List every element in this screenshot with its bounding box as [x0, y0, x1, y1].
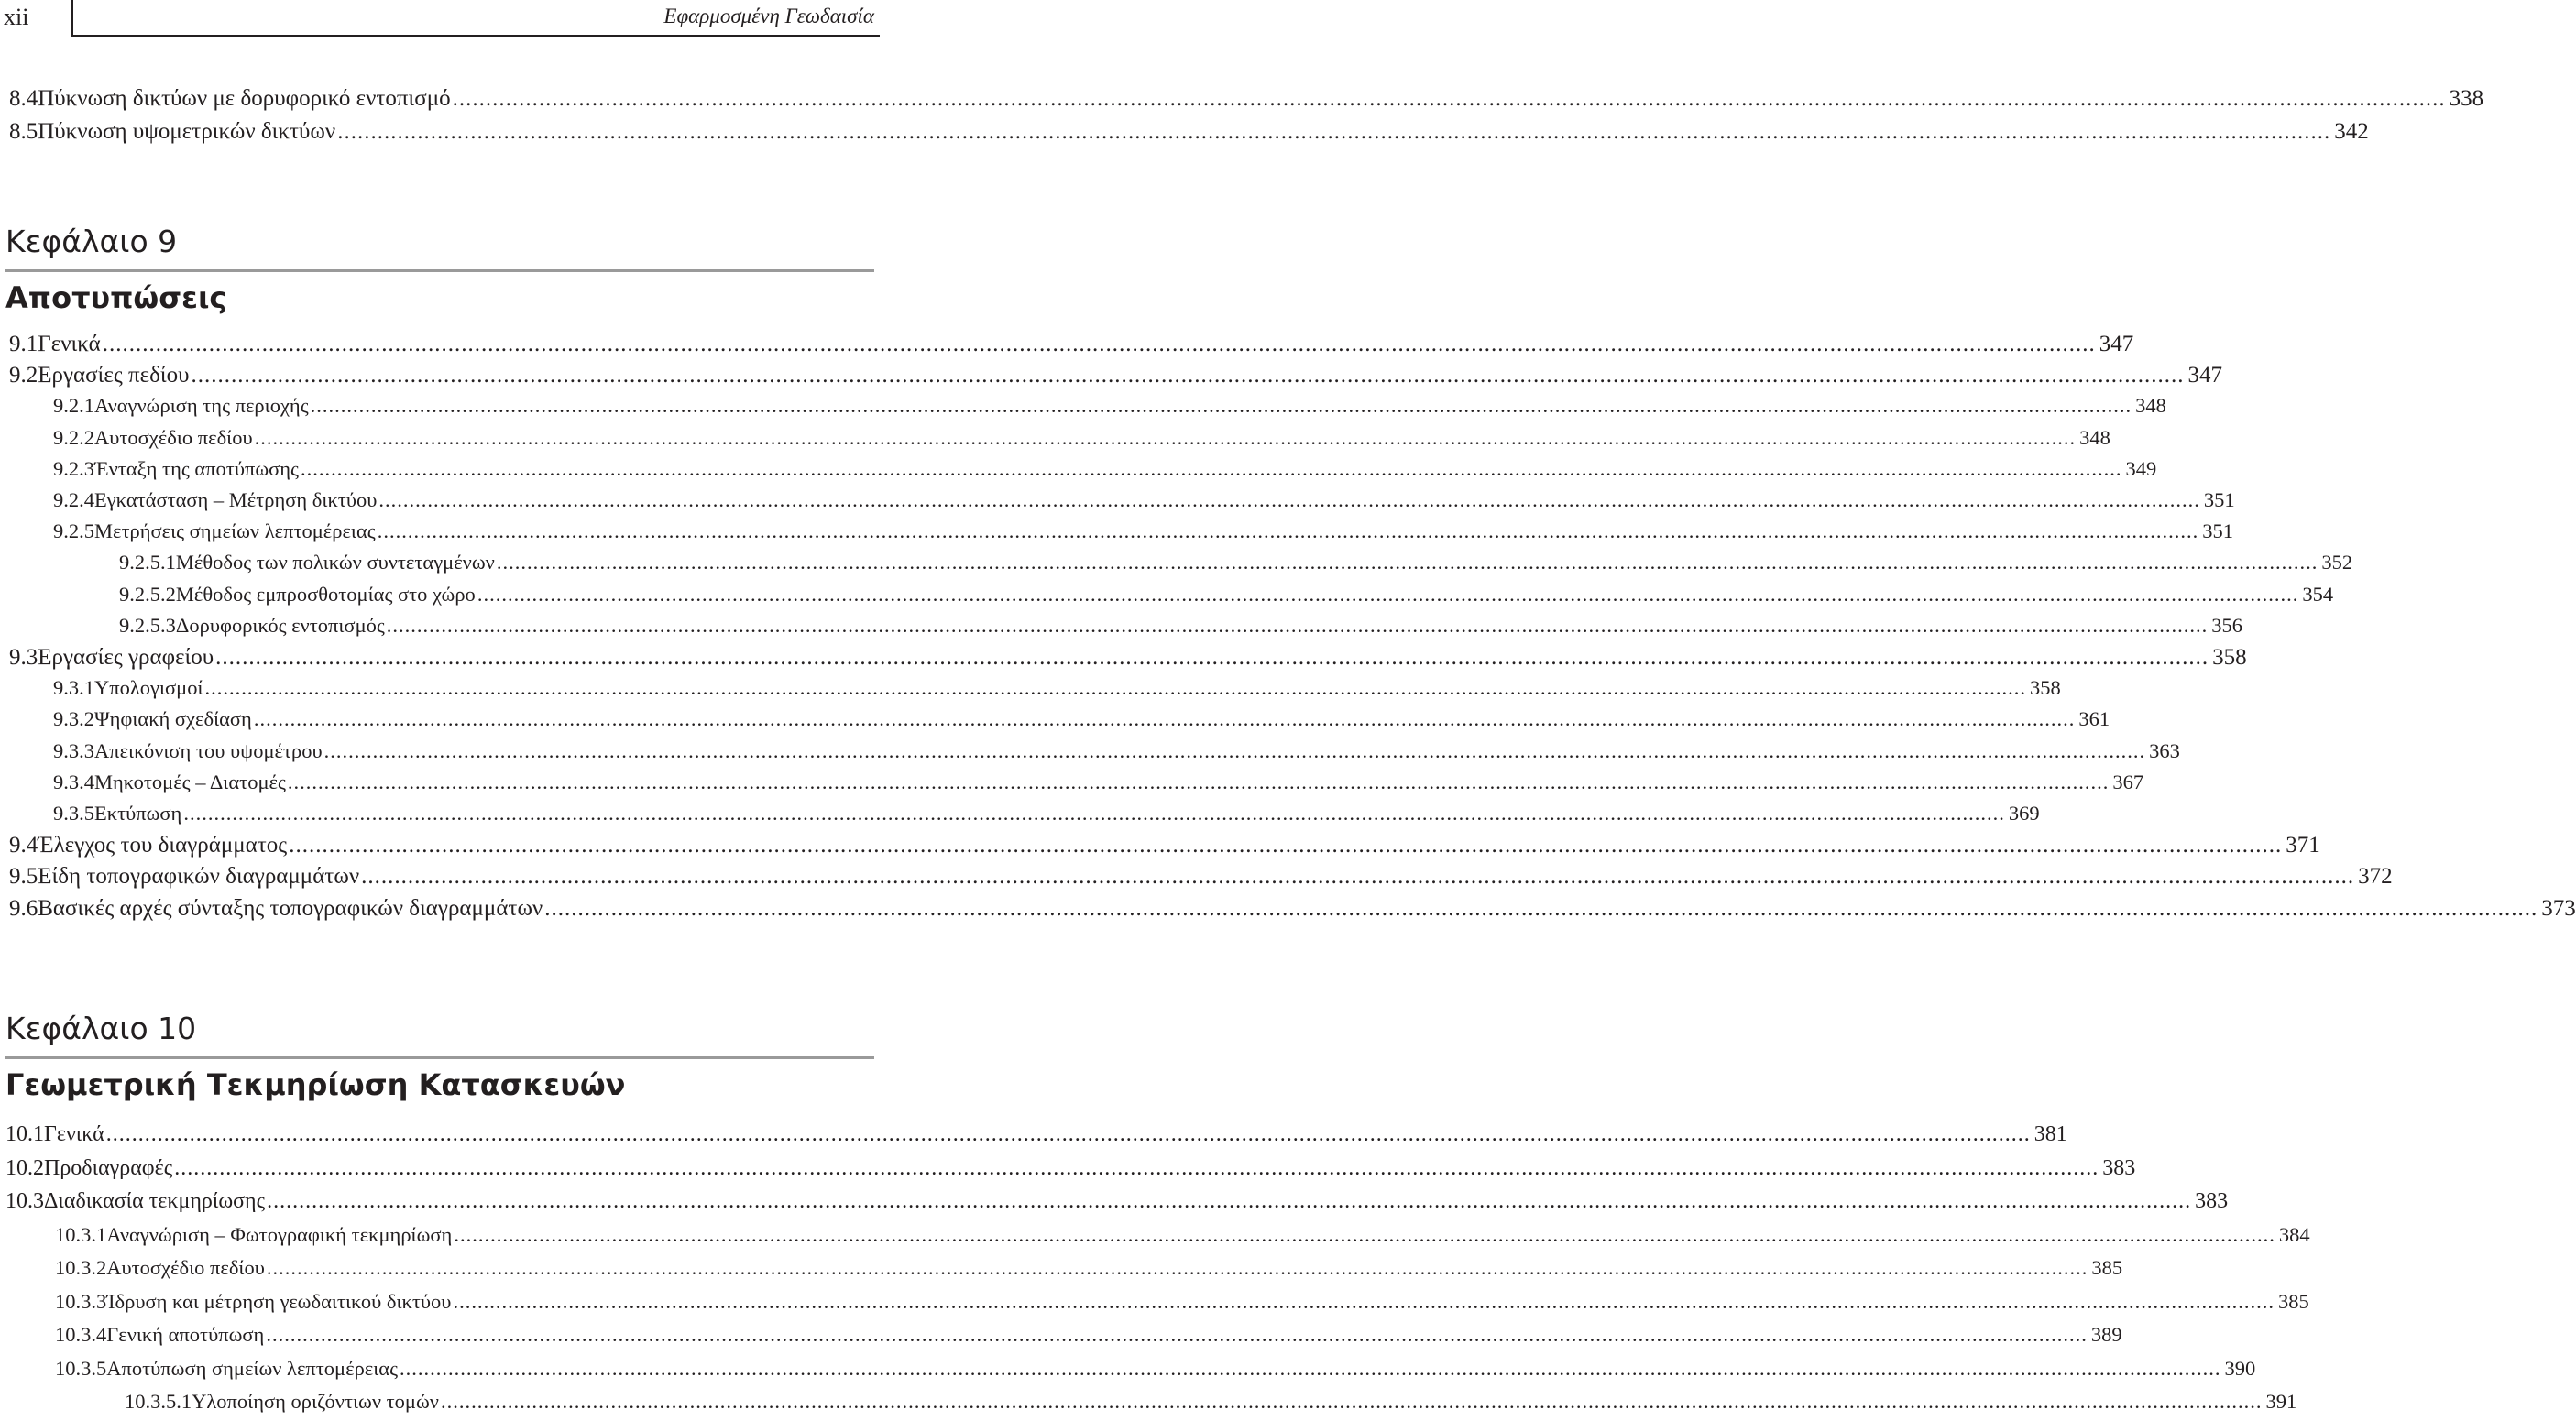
toc-entry-page: 361: [2078, 707, 2110, 731]
toc-entry-page: 384: [2278, 1222, 2310, 1246]
header-horizontal-rule: [71, 35, 880, 37]
toc-entry-page: 373: [2541, 895, 2576, 921]
toc-entry: [9, 864, 2393, 895]
toc-entry-number: 10.3.3: [55, 1289, 107, 1313]
toc-entry-title: Ψηφιακή σχεδίαση: [94, 707, 252, 731]
toc-dot-leader: ............................................................................................................................................................................................................................................................................................................: [253, 707, 2076, 731]
toc-entry: [125, 1390, 2297, 1421]
toc-entry-number: 9.2.5.1: [119, 551, 176, 574]
toc-dot-leader: ............................................................................................................................................................................................................................................................................................................: [477, 582, 2299, 606]
toc-dot-leader: ............................................................................................................................................................................................................................................................................................................: [361, 864, 2355, 890]
toc-entry-page: 354: [2302, 582, 2334, 606]
toc-dot-leader: ............................................................................................................................................................................................................................................................................................................: [440, 1390, 2263, 1413]
toc-entry-title: Ίδρυση και μέτρηση γεωδαιτικού δικτύου: [106, 1289, 452, 1313]
toc-entry-title: Πύκνωση υψομετρικών δικτύων: [38, 118, 336, 144]
chapter-9-rule: [5, 269, 874, 272]
toc-dot-leader: ............................................................................................................................................................................................................................................................................................................: [377, 519, 2199, 543]
toc-entry-page: 372: [2358, 864, 2393, 890]
page-header: [0, 0, 880, 37]
toc-dot-leader: ............................................................................................................................................................................................................................................................................................................: [453, 1289, 2275, 1313]
toc-dot-leader: ............................................................................................................................................................................................................................................................................................................: [105, 1122, 2031, 1146]
toc-entry-page: 383: [2102, 1155, 2136, 1180]
toc-entry: [55, 1256, 2123, 1287]
chapter-10-rule: [5, 1056, 874, 1059]
toc-dot-leader: ............................................................................................................................................................................................................................................................................................................: [287, 770, 2110, 793]
toc-entry: [9, 363, 2222, 394]
toc-entry-number: 9.2.5.2: [119, 582, 176, 606]
toc-entry-title: Γενικά: [44, 1122, 104, 1146]
toc-dot-leader: ............................................................................................................................................................................................................................................................................................................: [174, 1155, 2099, 1180]
toc-entry: [53, 707, 2110, 738]
toc-dot-leader: ............................................................................................................................................................................................................................................................................................................: [254, 425, 2077, 449]
toc-entry-number: 9.2.1: [53, 394, 94, 418]
toc-entry-page: 347: [2099, 332, 2134, 356]
toc-entry-page: 338: [2449, 86, 2484, 111]
toc-entry: [9, 86, 2484, 117]
toc-entry-number: 10.3.2: [55, 1256, 107, 1279]
toc-entry-title: Αποτύπωση σημείων λεπτομέρειας: [106, 1356, 398, 1380]
toc-entry-title: Εκτύπωση: [94, 802, 182, 825]
toc-entry-title: Αναγνώριση – Φωτογραφική τεκμηρίωση: [106, 1222, 453, 1246]
toc-entry-number: 9.3.2: [53, 707, 94, 731]
toc-entry-page: 347: [2187, 363, 2222, 388]
toc-entry-number: 10.3.1: [55, 1222, 107, 1246]
toc-entry-page: 358: [2212, 645, 2247, 670]
toc-entry-number: 9.2: [9, 363, 38, 388]
toc-entry-title: Εργασίες πεδίου: [38, 363, 190, 388]
toc-dot-leader: ............................................................................................................................................................................................................................................................................................................: [289, 833, 2283, 858]
toc-entry-number: 9.2.3: [53, 456, 94, 480]
chapter-9-label: Κεφάλαιο 9: [5, 224, 178, 259]
toc-entry-title: Γενική αποτύπωση: [106, 1323, 265, 1346]
toc-dot-leader: ............................................................................................................................................................................................................................................................................................................: [544, 895, 2538, 921]
toc-entry-page: 356: [2211, 613, 2243, 637]
toc-entry-page: 389: [2090, 1323, 2122, 1346]
toc-entry-page: 391: [2265, 1390, 2297, 1413]
toc-entry-title: Πύκνωση δικτύων με δορυφορικό εντοπισμό: [38, 86, 451, 111]
toc-entry-title: Ένταξη της αποτύπωσης: [94, 456, 299, 480]
toc-entry-title: Μηκοτομές – Διατομές: [94, 770, 286, 793]
toc-dot-leader: ............................................................................................................................................................................................................................................................................................................: [102, 332, 2096, 356]
toc-dot-leader: ............................................................................................................................................................................................................................................................................................................: [337, 118, 2331, 144]
toc-entry: [9, 118, 2369, 150]
toc-entry-number: 8.4: [9, 86, 38, 111]
toc-entry-title: Υπολογισμοί: [94, 676, 203, 700]
toc-entry: [119, 551, 2353, 582]
toc-entry-page: 369: [2008, 802, 2040, 825]
toc-entry-number: 9.5: [9, 864, 38, 890]
toc-entry: [55, 1222, 2310, 1254]
toc-entry: [5, 1189, 2229, 1220]
chapter-10-title: Γεωμετρική Τεκμηρίωση Κατασκευών: [5, 1067, 626, 1102]
toc-entry: [9, 895, 2576, 927]
toc-entry-number: 9.1: [9, 332, 38, 356]
toc-dot-leader: ............................................................................................................................................................................................................................................................................................................: [310, 394, 2132, 418]
toc-entry-title: Μετρήσεις σημείων λεπτομέρειας: [94, 519, 376, 543]
toc-entry-number: 9.2.5: [53, 519, 94, 543]
toc-entry: [9, 833, 2320, 864]
toc-entry: [9, 645, 2247, 676]
toc-dot-leader: ............................................................................................................................................................................................................................................................................................................: [204, 676, 2027, 700]
toc-entry-number: 9.3.3: [53, 738, 94, 762]
toc-entry-number: 9.2.5.3: [119, 613, 176, 637]
toc-entry-number: 10.3.5.1: [125, 1390, 192, 1413]
toc-dot-leader: ............................................................................................................................................................................................................................................................................................................: [454, 1222, 2275, 1246]
toc-entry-title: Υλοποίηση οριζόντιων τομών: [192, 1390, 439, 1413]
running-title: Εφαρμοσμένη Γεωδαισία: [663, 5, 874, 27]
toc-dot-leader: ............................................................................................................................................................................................................................................................................................................: [386, 613, 2209, 637]
toc-entry: [53, 770, 2144, 802]
toc-dot-leader: ............................................................................................................................................................................................................................................................................................................: [400, 1356, 2221, 1380]
toc-entry-title: Απεικόνιση του υψομέτρου: [94, 738, 323, 762]
toc-entry: [5, 1155, 2136, 1187]
toc-dot-leader: ............................................................................................................................................................................................................................................................................................................: [300, 456, 2122, 480]
toc-entry-title: Βασικές αρχές σύνταξης τοπογραφικών διαγραμμάτων: [38, 895, 543, 921]
toc-dot-leader: ............................................................................................................................................................................................................................................................................................................: [496, 551, 2318, 574]
toc-entry: [53, 802, 2040, 833]
toc-entry-page: 349: [2125, 456, 2157, 480]
toc-entry-number: 9.2.4: [53, 488, 94, 511]
toc-entry: [5, 1122, 2067, 1153]
toc-entry-title: Μέθοδος εμπροσθοτομίας στο χώρο: [175, 582, 476, 606]
page-number: xii: [4, 4, 29, 30]
toc-entry-title: Μέθοδος των πολικών συντεταγμένων: [175, 551, 495, 574]
toc-entry: [55, 1356, 2256, 1388]
toc-entry-title: Προδιαγραφές: [44, 1155, 173, 1180]
toc-entry: [53, 738, 2180, 771]
toc-entry: [53, 394, 2166, 425]
toc-entry-page: 352: [2321, 551, 2353, 574]
toc-entry: [53, 456, 2157, 488]
toc-entry-page: 385: [2091, 1256, 2123, 1279]
toc-entry-title: Εργασίες γραφείου: [38, 645, 214, 670]
toc-dot-leader: ............................................................................................................................................................................................................................................................................................................: [266, 1256, 2088, 1279]
toc-entry-number: 9.3: [9, 645, 38, 670]
toc-entry-title: Εγκατάσταση – Μέτρηση δικτύου: [94, 488, 378, 511]
toc-entry-page: 371: [2286, 833, 2320, 858]
chapter-9-title: Αποτυπώσεις: [5, 280, 227, 315]
toc-entry-page: 367: [2112, 770, 2144, 793]
toc-entry-number: 9.4: [9, 833, 38, 858]
toc-entry-page: 358: [2030, 676, 2061, 700]
toc-entry-page: 351: [2202, 519, 2233, 543]
toc-entry: [53, 519, 2233, 551]
toc-dot-leader: ............................................................................................................................................................................................................................................................................................................: [378, 488, 2200, 511]
toc-entry-number: 9.2.2: [53, 425, 94, 449]
toc-entry-number: 10.1: [5, 1122, 44, 1146]
toc-entry: [55, 1289, 2309, 1321]
header-vertical-rule: [71, 0, 73, 35]
toc-dot-leader: ............................................................................................................................................................................................................................................................................................................: [183, 802, 2005, 825]
toc-entry-number: 9.3.1: [53, 676, 94, 700]
toc-entry-title: Αυτοσχέδιο πεδίου: [106, 1256, 265, 1279]
toc-entry: [9, 332, 2134, 363]
toc-entry-title: Αναγνώριση της περιοχής: [94, 394, 309, 418]
toc-entry-number: 10.3: [5, 1189, 44, 1213]
toc-dot-leader: ............................................................................................................................................................................................................................................................................................................: [215, 645, 2209, 670]
toc-entry-title: Δορυφορικός εντοπισμός: [175, 613, 385, 637]
toc-entry-page: 390: [2224, 1356, 2256, 1380]
toc-dot-leader: ............................................................................................................................................................................................................................................................................................................: [191, 363, 2185, 388]
toc-entry-number: 9.3.4: [53, 770, 94, 793]
toc-entry-title: Γενικά: [38, 332, 101, 356]
toc-entry-page: 383: [2195, 1189, 2229, 1213]
toc-entry-page: 381: [2033, 1122, 2067, 1146]
toc-entry: [119, 582, 2334, 614]
toc-entry-page: 348: [2135, 394, 2166, 418]
toc-dot-leader: ............................................................................................................................................................................................................................................................................................................: [452, 86, 2446, 111]
toc-entry-page: 351: [2203, 488, 2235, 511]
toc-entry: [119, 613, 2243, 645]
toc-dot-leader: ............................................................................................................................................................................................................................................................................................................: [323, 738, 2146, 762]
toc-entry: [53, 488, 2235, 519]
toc-entry: [55, 1323, 2122, 1354]
toc-entry-number: 9.6: [9, 895, 38, 921]
toc-entry-page: 363: [2149, 738, 2180, 762]
toc-entry-number: 9.3.5: [53, 802, 94, 825]
toc-dot-leader: ............................................................................................................................................................................................................................................................................................................: [267, 1189, 2192, 1213]
toc-entry-number: 10.3.5: [55, 1356, 107, 1380]
toc-entry-title: Έλεγχος του διαγράμματος: [38, 833, 288, 858]
toc-entry-page: 342: [2334, 118, 2369, 144]
toc-entry: [53, 676, 2061, 707]
toc-dot-leader: ............................................................................................................................................................................................................................................................................................................: [266, 1323, 2088, 1346]
toc-entry-page: 348: [2079, 425, 2110, 449]
chapter-10-label: Κεφάλαιο 10: [5, 1011, 197, 1046]
toc-entry-title: Αυτοσχέδιο πεδίου: [94, 425, 253, 449]
toc-entry: [53, 425, 2110, 457]
toc-entry-title: Είδη τοπογραφικών διαγραμμάτων: [38, 864, 360, 890]
toc-entry-number: 10.2: [5, 1155, 44, 1180]
toc-entry-number: 8.5: [9, 118, 38, 144]
toc-entry-title: Διαδικασία τεκμηρίωσης: [44, 1189, 266, 1213]
toc-entry-number: 10.3.4: [55, 1323, 107, 1346]
toc-entry-page: 385: [2277, 1289, 2309, 1313]
